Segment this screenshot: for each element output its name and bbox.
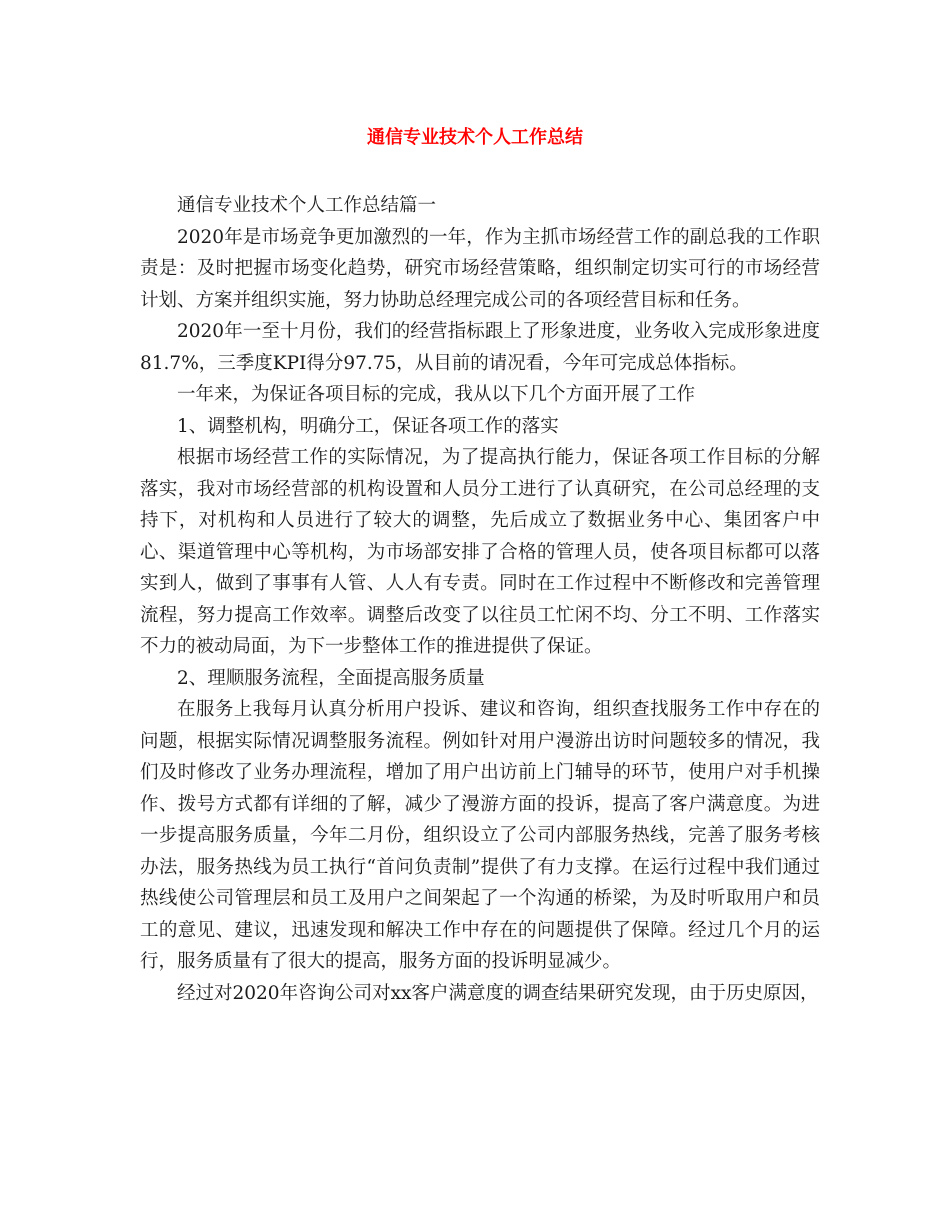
paragraph: 一年来，为保证各项目标的完成，我从以下几个方面开展了工作 xyxy=(177,384,696,405)
section-heading: 通信专业技术个人工作总结篇一 xyxy=(177,195,437,216)
paragraph: 根据市场经营工作的实际情况，为了提高执行能力，保证各项工作目标的分解落实，我对市场经营部的机构设置和人员分工进行了认真研究，在公司总经理的支持下，对机构和人员进行了较大的调整，先后成立了数据业务中心、集团客户中心、渠道管理中心等机构，为市场部安排了合格的管理人员，使各项目标都可以落实到人，做到了事事有人管、人人有专责。同时在工作过程中不断修改和完善管理流程，努力提高工作效率。调整后改变了以往员工忙闲不均、分工不明、工作落实不力的被动局面，为下一步整体工作的推进提供了保证。 xyxy=(140,447,820,657)
paragraph: 经过对2020年咨询公司对xx客户满意度的调查结果研究发现，由于历史原因， xyxy=(177,982,819,1004)
paragraph: 2020年是市场竞争更加激烈的一年，作为主抓市场经营工作的副总我的工作职责是：及时把握市场变化趋势，研究市场经营策略，组织制定切实可行的市场经营计划、方案并组织实施，努力协助总经理完成公司的各项经营目标和任务。 xyxy=(140,226,820,311)
paragraph: 2020年一至十月份，我们的经营指标跟上了形象进度，业务收入完成形象进度81.7%，三季度KPI得分97.75，从目前的请况看，今年可完成总体指标。 xyxy=(140,321,820,374)
document-title: 通信专业技术个人工作总结 xyxy=(367,127,583,148)
paragraph: 在服务上我每月认真分析用户投诉、建议和咨询，组织查找服务工作中存在的问题，根据实际情况调整服务流程。例如针对用户漫游出访时问题较多的情况，我们及时修改了业务办理流程，增加了用户出访前上门辅导的环节，使用户对手机操作、拨号方式都有详细的了解，减少了漫游方面的投诉，提高了客户满意度。为进一步提高服务质量，今年二月份，组织设立了公司内部服务热线，完善了服务考核办法，服务热线为员工执行“首问负责制”提供了有力支撑。在运行过程中我们通过热线使公司管理层和员工及用户之间架起了一个沟通的桥梁，为及时听取用户和员工的意见、建议，迅速发现和解决工作中存在的问题提供了保障。经过几个月的运行，服务质量有了很大的提高，服务方面的投诉明显减少。 xyxy=(140,699,820,972)
subsection-heading: 2、理顺服务流程，全面提高服务质量 xyxy=(177,667,485,689)
document-body xyxy=(140,190,820,1009)
subsection-heading: 1、调整机构，明确分工，保证各项工作的落实 xyxy=(177,415,559,437)
